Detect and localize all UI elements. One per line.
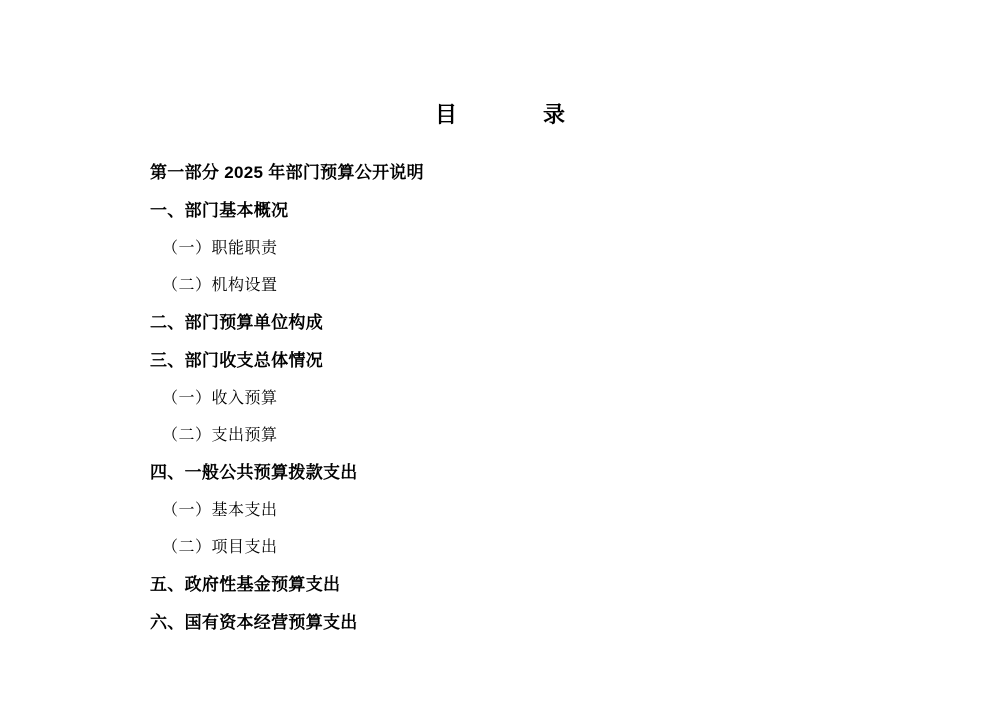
table-of-contents xyxy=(0,129,1000,637)
toc-entry[interactable]: （一）收入预算 xyxy=(162,390,278,407)
toc-entry[interactable]: （二）机构设置 xyxy=(162,277,278,294)
toc-entry[interactable]: （二）支出预算 xyxy=(162,427,278,444)
toc-entry[interactable]: 三、部门收支总体情况 xyxy=(150,351,323,370)
toc-entry[interactable]: （二）项目支出 xyxy=(162,539,278,556)
toc-entry[interactable]: （一）职能职责 xyxy=(162,240,278,257)
toc-entry[interactable]: 二、部门预算单位构成 xyxy=(150,313,323,332)
toc-entry[interactable]: 六、国有资本经营预算支出 xyxy=(150,613,358,632)
toc-entry[interactable]: 五、政府性基金预算支出 xyxy=(150,575,341,594)
toc-entry[interactable]: （一）基本支出 xyxy=(162,502,278,519)
toc-entry[interactable]: 四、一般公共预算拨款支出 xyxy=(150,463,358,482)
page-title: 目 录 xyxy=(434,102,579,127)
toc-entry[interactable]: 一、部门基本概况 xyxy=(150,201,289,220)
toc-entry[interactable]: 第一部分 2025 年部门预算公开说明 xyxy=(150,163,424,182)
